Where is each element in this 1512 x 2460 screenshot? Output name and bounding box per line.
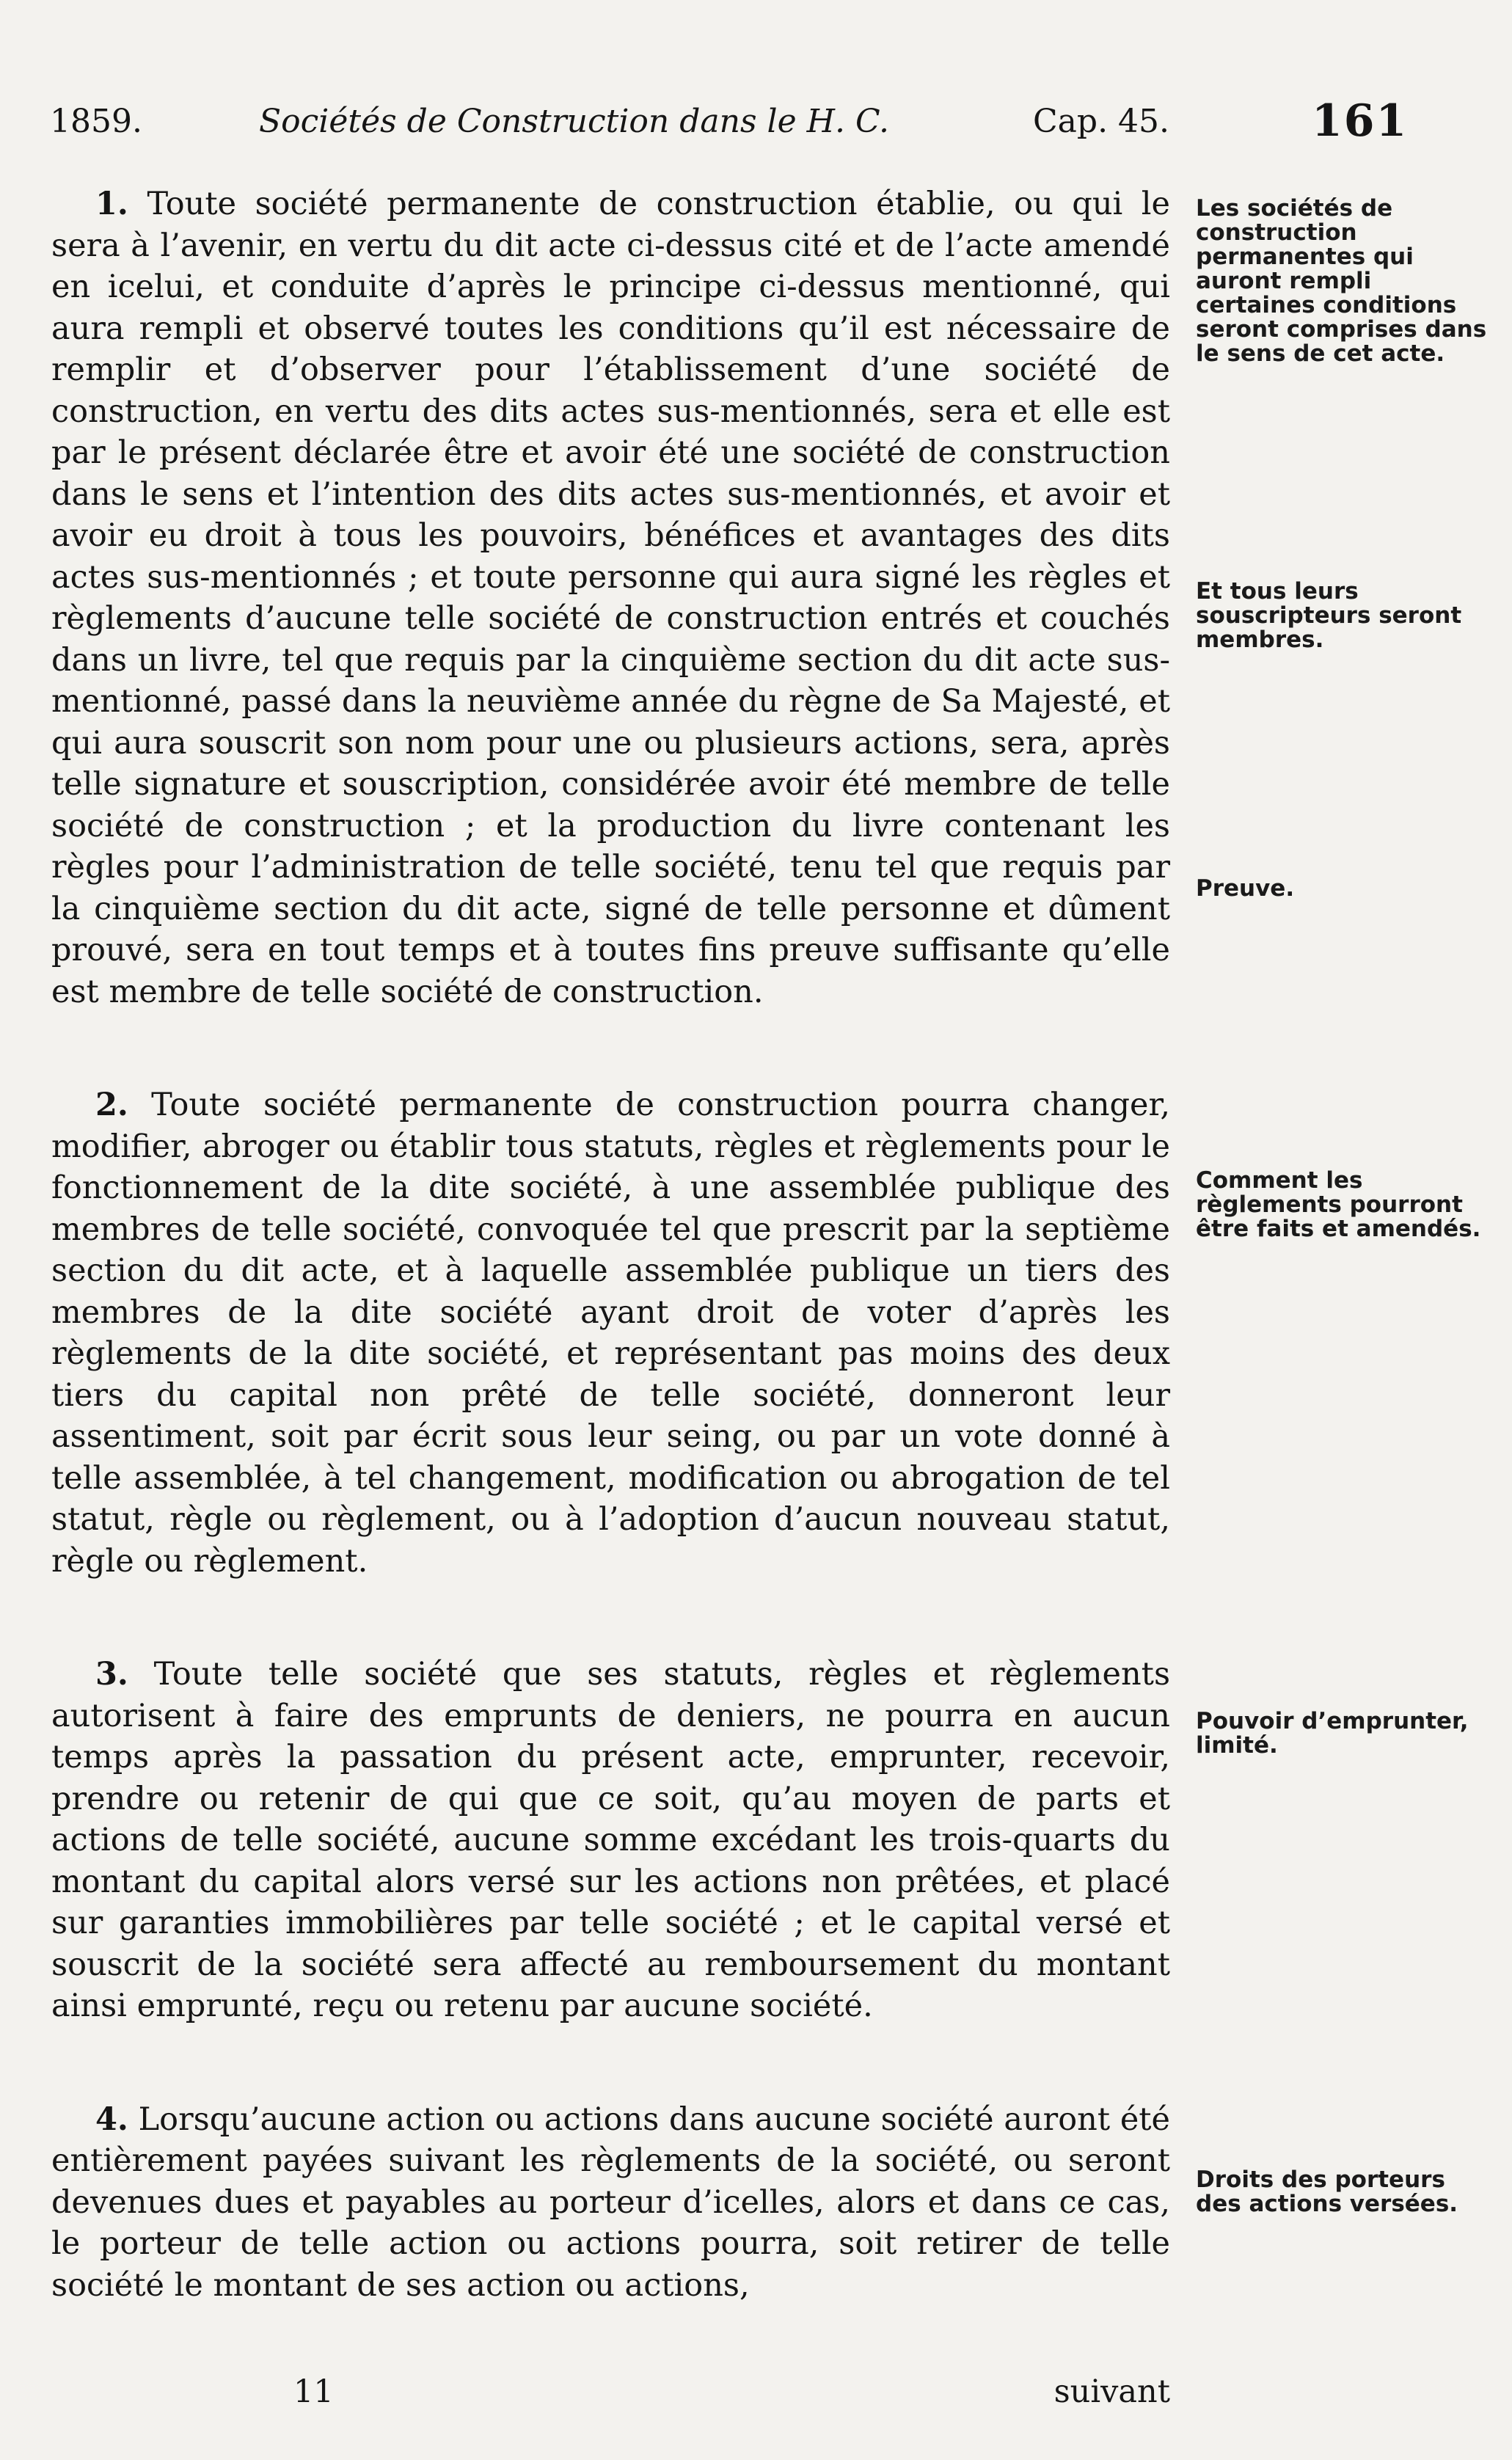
running-header (50, 95, 1409, 161)
section-text: Toute société permanente de construction pourra changer, modifier, abroger ou établir tous statuts, règles et règlements pour le fonctionnement de la dite société, à une assemblée publique des membres de telle société, convoquée tel que prescrit par la septième section du dit acte, et à laquelle assemblée publique un tiers des membres de la dite société ayant droit de voter d’après les règlements de la dite société, et représentant pas moins des deux tiers du capital non prêté de telle société, donneront leur assentiment, soit par écrit sous leur seing, ou par un vote donné à telle assemblée, à tel changement, modification ou abrogation de tel statut, règle ou règlement, ou à l’adoption d’aucun nouveau statut, règle ou règlement. (51, 1087, 1170, 1580)
header-chapter: Cap. 45. (1033, 103, 1170, 140)
header-title: Sociétés de Construction dans le H. C. (259, 103, 890, 140)
page-footer (51, 2373, 1170, 2417)
section-number: 3. (95, 1656, 128, 1693)
section-1 (51, 183, 1170, 1012)
margin-note: Droits des porteurs des actions versées. (1196, 2167, 1458, 2217)
catchword: suivant (1053, 2373, 1170, 2410)
section-2 (51, 1084, 1170, 1582)
section-4 (51, 2099, 1170, 2307)
page-number: 161 (1312, 95, 1409, 147)
section-number: 2. (95, 1087, 128, 1123)
margin-note: Et tous leurs souscripteurs seront membres. (1196, 578, 1462, 653)
margin-note: Les sociétés de construction permanentes qui auront rempli certaines conditions seront comprises dans le sens de cet acte. (1196, 195, 1487, 367)
margin-note: Preuve. (1196, 875, 1295, 902)
section-text: Toute société permanente de construction établie, ou qui le sera à l’avenir, en vertu du dit acte ci-dessus cité et de l’acte amendé en icelui, et conduite d’après le principe ci-dessus mentionné, qui aura rempli et observé toutes les conditions qu’il est nécessaire de remplir et d’observer pour l’établissement d’une société de construction, en vertu des dits actes sus-mentionnés, sera et elle est par le présent déclarée être et avoir été une société de construction dans le sens et l’intention des dits actes sus-mentionnés, et avoir et avoir eu droit à tous les pouvoirs, bénéfices et avantages des dits actes sus-mentionnés ; et toute personne qui aura signé les règles et règlements d’aucune telle société de construction entrés et couchés dans un livre, tel que requis par la cinquième section du dit acte sus-mentionné, passé dans la neuvième année du règne de Sa Majesté, et qui aura souscrit son nom pour une ou plusieurs actions, sera, après telle signature et souscription, considérée avoir été membre de telle société de construction ; et la production du livre contenant les règles pour l’administration de telle société, tenu tel que requis par la cinquième section du dit acte, signé de telle personne et dûment prouvé, sera en tout temps et à toutes fins preuve suffisante qu’elle est membre de telle société de construction. (51, 186, 1170, 1010)
margin-note: Comment les règlements pourront être faits et amendés. (1196, 1167, 1481, 1242)
section-number: 1. (95, 186, 128, 222)
section-3 (51, 1654, 1170, 2027)
margin-note: Pouvoir d’emprunter, limité. (1196, 1708, 1469, 1759)
signature-mark: 11 (293, 2373, 334, 2410)
main-text (51, 183, 1170, 2306)
section-text: Lorsqu’aucune action ou actions dans aucune société auront été entièrement payées suivant les règlements de la société, ou seront devenues dues et payables au porteur d’icelles, alors et dans ce cas, le porteur de telle action ou actions pourra, soit retirer de telle société le montant de ses action ou actions, (51, 2101, 1171, 2304)
section-number: 4. (95, 2101, 128, 2138)
section-text: Toute telle société que ses statuts, règles et règlements autorisent à faire des emprunts de deniers, ne pourra en aucun temps après la passation du présent acte, emprunter, recevoir, prendre ou retenir de qui que ce soit, qu’au moyen de parts et actions de telle société, aucune somme excédant les trois-quarts du montant du capital alors versé sur les actions non prêtées, et placé sur garanties immobilières par telle société ; et le capital versé et souscrit de la société sera affecté au remboursement du montant ainsi emprunté, reçu ou retenu par aucune société. (51, 1656, 1171, 2024)
header-year: 1859. (50, 103, 142, 140)
